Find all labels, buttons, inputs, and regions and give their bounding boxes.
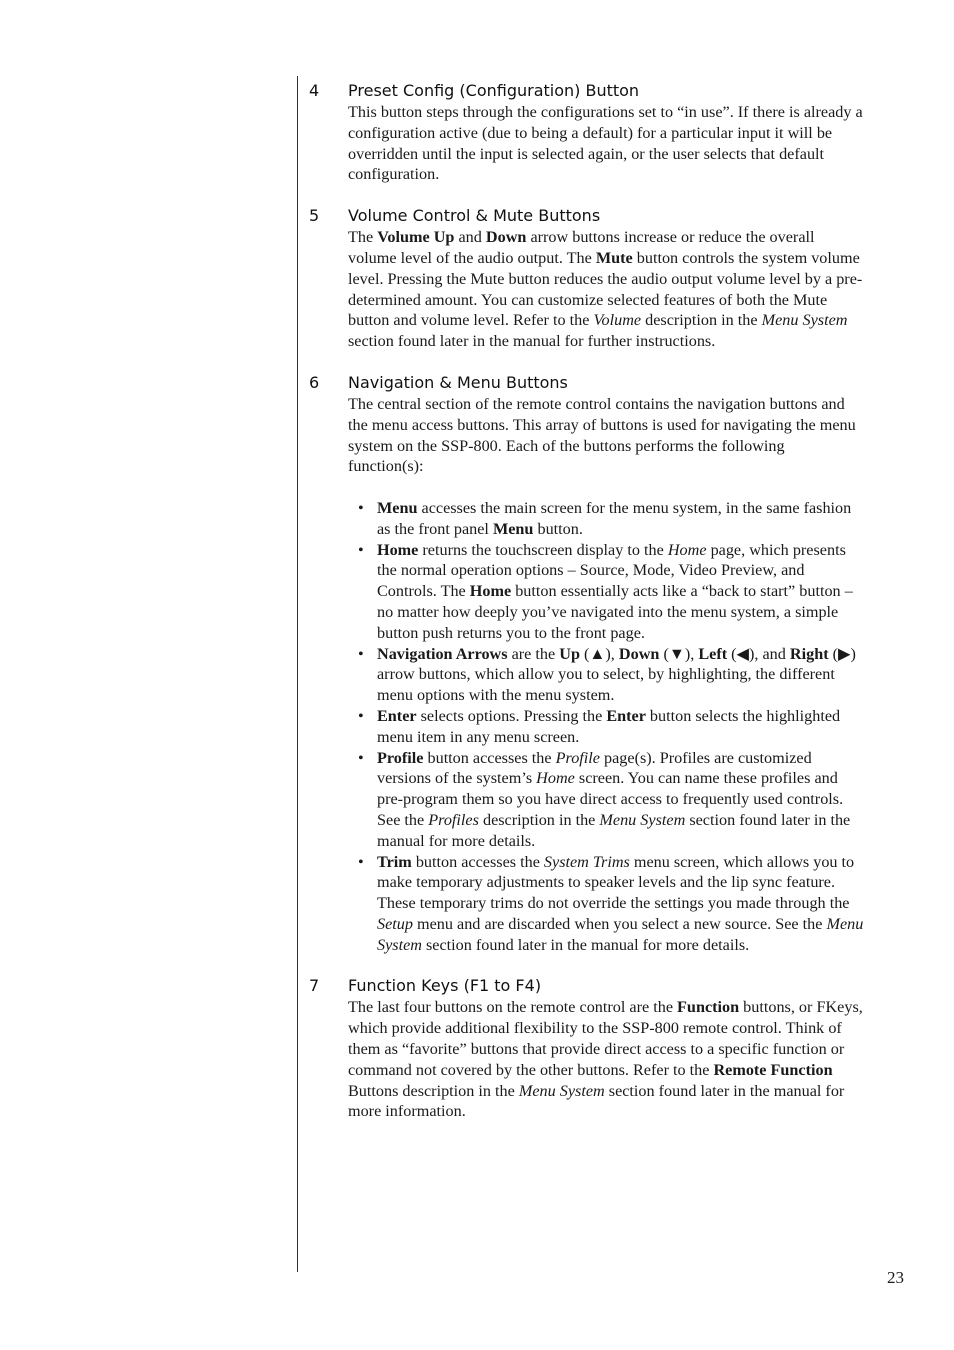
section-function-keys xyxy=(309,975,864,1122)
section-title: Navigation & Menu Buttons xyxy=(348,372,568,392)
section-number: 5 xyxy=(309,206,320,226)
section-heading xyxy=(309,975,864,997)
section-heading xyxy=(309,372,864,394)
list-item-menu: • Menu accesses the main screen for the menu system, in the same fashion as the front panel Menu button. xyxy=(358,498,852,538)
section-heading xyxy=(309,80,864,102)
section-navigation-menu xyxy=(309,372,864,956)
section-preset-config xyxy=(309,80,864,185)
list-item-enter: • Enter selects options. Pressing the Enter button selects the highlighted menu item in any menu screen. xyxy=(358,706,841,746)
section-paragraph: The last four buttons on the remote control are the Function buttons, or FKeys, which provide additional flexibility to the SSP-800 remote control. Think of them as “favorite” buttons that provide direct access to a specific function or command not covered by the other buttons. Refer to the Remote Function Buttons description in the Menu System section found later in the manual for more information. xyxy=(348,998,863,1121)
section-volume-mute xyxy=(309,205,864,352)
bullet: • xyxy=(358,748,364,767)
list-item-profile: • Profile button accesses the Profile page(s). Profiles are customized versions of the system’s Home screen. You can name these profiles and pre-program them so you have direct access to frequently used controls. See the Profiles description in the Menu System section found later in the manual for more details. xyxy=(358,748,851,850)
bullet: • xyxy=(358,498,364,517)
section-paragraph: The central section of the remote control contains the navigation buttons and the menu access buttons. This array of buttons is used for navigating the menu system on the SSP-800. Each of the buttons performs the following function(s): xyxy=(348,394,856,476)
bullet: • xyxy=(358,644,364,663)
section-number: 6 xyxy=(309,372,320,392)
page-content xyxy=(309,80,864,1142)
bullet: • xyxy=(358,540,364,559)
list-item-home: • Home returns the touchscreen display to the Home page, which presents the normal operation options – Source, Mode, Video Preview, and Controls. The Home button essentially acts like a “back to start” button – no matter how deeply you’ve navigated into the menu system, a simple button push returns you to the front page. xyxy=(358,540,853,642)
section-paragraph: This button steps through the configurations set to “in use”. If there is already a configuration active (due to being a default) for a particular input it will be overridden until the input is selected again, or the user selects that default configuration. xyxy=(348,103,863,184)
button-function-list xyxy=(348,498,864,956)
section-heading xyxy=(309,205,864,227)
margin-rule xyxy=(297,76,298,1272)
section-title: Volume Control & Mute Buttons xyxy=(348,206,601,226)
section-number: 4 xyxy=(309,81,320,100)
section-paragraph: The Volume Up and Down arrow buttons increase or reduce the overall volume level of the audio output. The Mute button controls the system volume level. Pressing the Mute button reduces the audio output volume level by a pre-determined amount. You can customize selected features of both the Mute button and volume level. Refer to the Volume description in the Menu System section found later in the manual for further instructions. xyxy=(348,228,863,351)
bullet: • xyxy=(358,706,364,725)
section-title: Preset Config (Configuration) Button xyxy=(348,81,640,100)
bullet: • xyxy=(358,852,364,871)
list-item-navigation-arrows: • Navigation Arrows are the Up (▲), Down (▼), Left (◀), and Right (▶) arrow buttons, which allow you to select, by highlighting, the different menu options with the menu system. xyxy=(358,644,856,705)
page-number: 23 xyxy=(887,1268,904,1287)
list-item-trim: • Trim button accesses the System Trims menu screen, which allows you to make temporary adjustments to speaker levels and the lip sync feature. These temporary trims do not override the settings you made through the Setup menu and are discarded when you select a new source. See the Menu System section found later in the manual for more details. xyxy=(358,852,864,954)
section-number: 7 xyxy=(309,976,320,996)
section-title: Function Keys (F1 to F4) xyxy=(348,976,542,996)
